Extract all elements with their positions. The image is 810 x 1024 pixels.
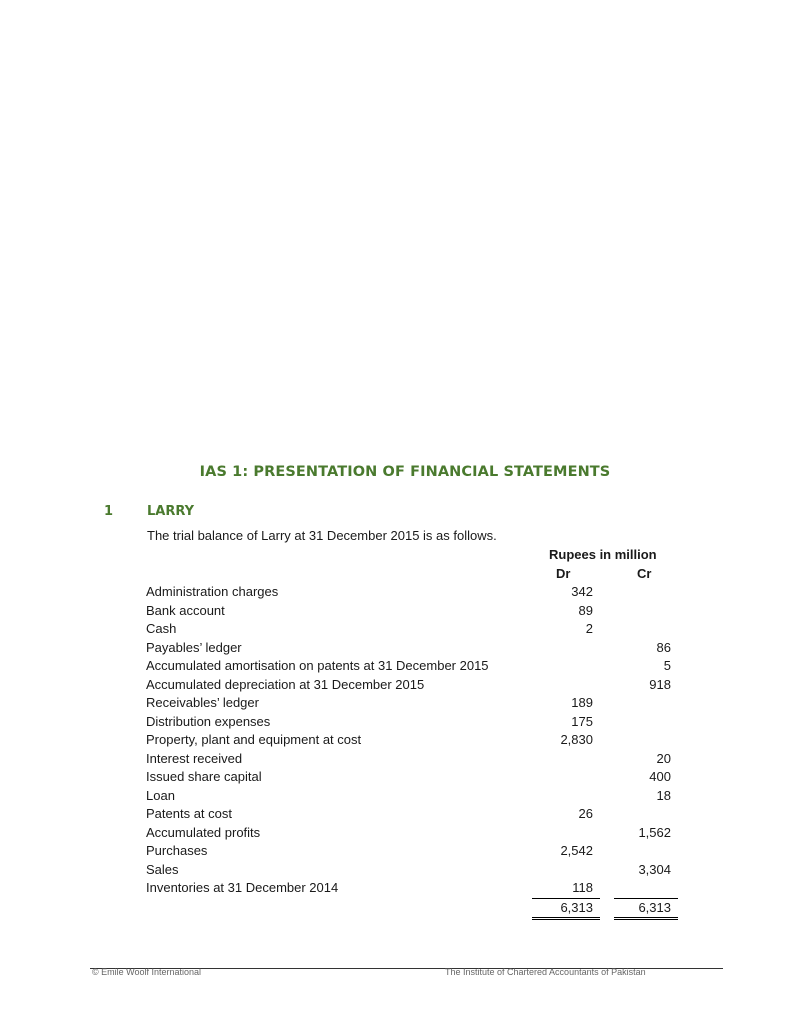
cr-total-rule-1 [614,917,678,918]
cr-value: 1,562 [638,824,671,840]
dr-value: 26 [578,806,593,821]
table-row [146,639,686,658]
account-label: Purchases [146,843,208,858]
cr-total-rule-2 [614,919,678,920]
units-header: Rupees in million [549,547,657,562]
table-row [146,787,686,806]
table-row [146,731,686,750]
dr-column-header: Dr [556,566,571,581]
account-label: Accumulated amortisation on patents at 31 December 2015 [146,658,489,673]
account-label: Property, plant and equipment at cost [146,732,362,747]
footer-right-text: The Institute of Chartered Accountants of Pakistan [445,967,646,977]
account-label: Sales [146,861,179,877]
cr-value: 20 [656,750,671,766]
table-row [146,676,686,695]
table-row [146,861,686,880]
dr-total-rule-1 [532,917,600,918]
footer-left-text: © Emile Woolf International [92,967,202,977]
account-label: Accumulated profits [146,824,261,840]
question-title: LARRY [147,504,195,519]
question-number: 1 [104,504,114,519]
cr-value: 3,304 [638,861,671,877]
dr-total-rule-2 [532,919,600,920]
account-label: Cash [146,621,177,636]
account-label: Interest received [146,750,243,766]
account-label: Accumulated depreciation at 31 December 2015 [146,676,425,692]
intro-text: The trial balance of Larry at 31 December 2015 is as follows. [147,528,497,543]
cr-value: 400 [649,769,671,784]
table-row [146,842,686,861]
cr-subtotal-rule [614,898,678,899]
table-row [146,768,686,787]
cr-value: 86 [656,639,671,655]
table-row [146,805,686,824]
account-label: Payables’ ledger [146,639,242,655]
page-heading: IAS 1: PRESENTATION OF FINANCIAL STATEMENTS [199,464,611,480]
table-row [146,694,686,713]
table-row [146,657,686,676]
dr-value: 89 [578,602,593,618]
account-label: Distribution expenses [146,713,271,729]
table-row [146,750,686,769]
dr-value: 189 [571,695,593,710]
cr-column-header: Cr [637,566,652,581]
total-dr: 6,313 [560,900,593,915]
account-label: Inventories at 31 December 2014 [146,880,339,895]
account-label: Receivables’ ledger [146,695,259,710]
table-row [146,713,686,732]
dr-value: 2,830 [560,732,593,747]
dr-subtotal-rule [532,898,600,899]
dr-value: 2 [585,621,593,636]
table-row [146,583,686,602]
dr-value: 175 [571,713,593,729]
table-row [146,824,686,843]
account-label: Patents at cost [146,806,232,821]
table-row [146,620,686,639]
account-label: Bank account [146,602,225,618]
trial-balance-table [146,583,686,898]
cr-value: 5 [663,658,671,673]
dr-value: 118 [572,880,593,895]
dr-value: 342 [571,584,593,599]
table-row [146,879,686,898]
table-row [146,602,686,621]
cr-value: 18 [656,787,671,803]
total-cr: 6,313 [638,900,671,915]
cr-value: 918 [649,676,671,692]
account-label: Administration charges [146,584,279,599]
dr-value: 2,542 [560,843,593,858]
account-label: Loan [146,787,175,803]
account-label: Issued share capital [146,769,262,784]
